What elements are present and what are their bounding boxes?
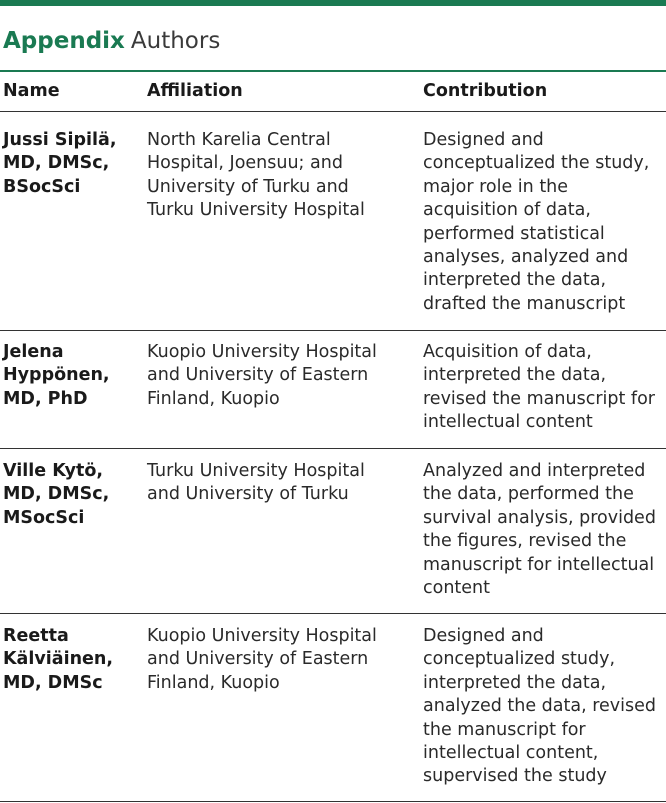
heading-appendix-label: Appendix	[3, 28, 125, 54]
column-header-affiliation: Affiliation	[147, 81, 243, 101]
heading-authors-label: Authors	[130, 28, 221, 54]
table-heading	[3, 24, 220, 58]
author-name: Jelena Hyppönen, MD, PhD	[3, 342, 110, 409]
column-header-name: Name	[3, 81, 60, 101]
author-contribution: Designed and conceptualized study, interpreted the data, analyzed the data, revised the manuscript for intellectual content, supervised the study	[423, 626, 656, 787]
author-contribution: Acquisition of data, interpreted the data, revised the manuscript for intellectual content	[423, 342, 655, 433]
heading-rule	[0, 70, 666, 72]
author-contribution: Analyzed and interpreted the data, performed the survival analysis, provided the figures, revised the manuscript for intellectual content	[423, 461, 656, 599]
row-divider	[0, 330, 666, 331]
top-accent-bar	[0, 0, 666, 6]
author-affiliation: Kuopio University Hospital and University of Eastern Finland, Kuopio	[147, 342, 377, 409]
row-divider	[0, 801, 666, 802]
row-divider	[0, 448, 666, 449]
author-affiliation: Turku University Hospital and University of Turku	[147, 461, 365, 505]
author-name: Ville Kytö, MD, DMSc, MSocSci	[3, 461, 110, 528]
header-divider	[0, 111, 666, 112]
author-name: Jussi Sipilä, MD, DMSc, BSocSci	[3, 130, 117, 197]
author-name: Reetta Kälviäinen, MD, DMSc	[3, 626, 114, 693]
row-divider	[0, 613, 666, 614]
author-contribution: Designed and conceptualized the study, major role in the acquisition of data, performed statistical analyses, analyzed and interpreted the data, drafted the manuscript	[423, 130, 650, 314]
author-affiliation: North Karelia Central Hospital, Joensuu; and University of Turku and Turku University Hospital	[147, 130, 365, 221]
author-affiliation: Kuopio University Hospital and University of Eastern Finland, Kuopio	[147, 626, 377, 693]
column-header-contribution: Contribution	[423, 81, 548, 101]
